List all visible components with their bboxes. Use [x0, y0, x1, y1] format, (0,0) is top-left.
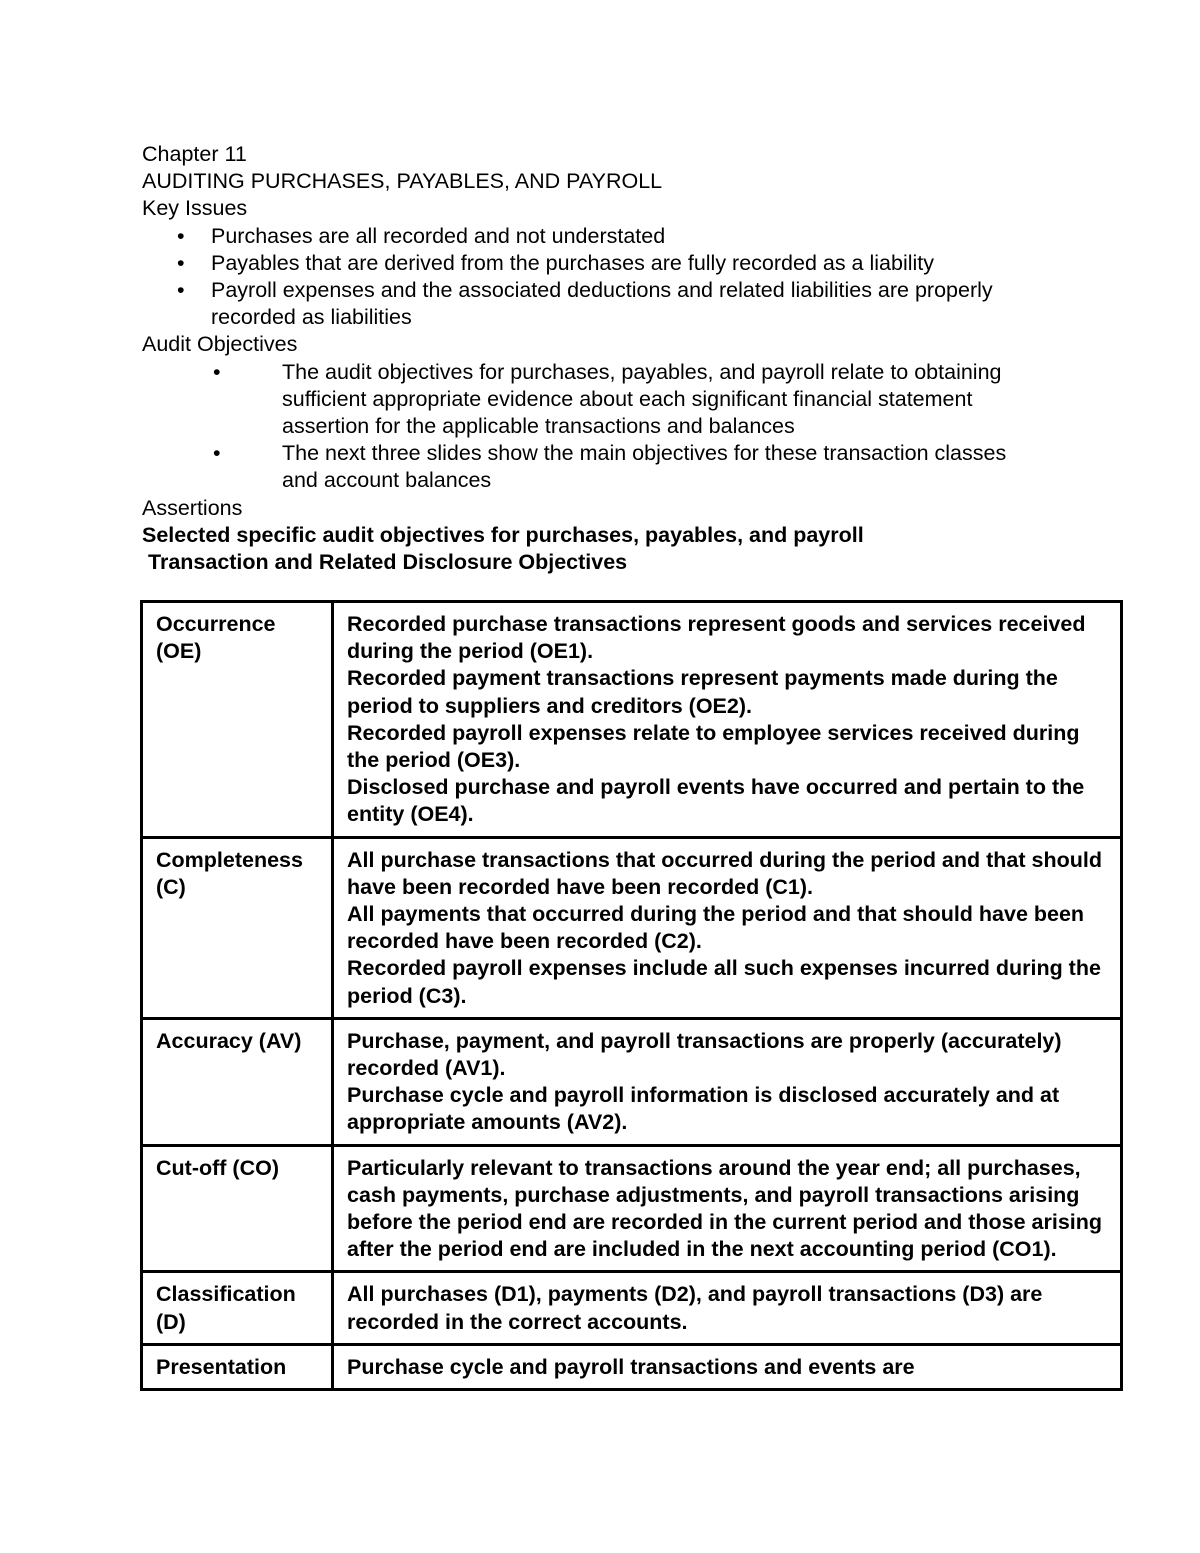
- list-item: [142, 440, 1012, 494]
- assertion-term: Occurrence (OE): [142, 602, 333, 838]
- chapter-label: Chapter 11: [142, 142, 247, 166]
- table-title: Transaction and Related Disclosure Objectives: [148, 550, 628, 575]
- objective-line: Purchase cycle and payroll transactions and events are: [347, 1354, 915, 1379]
- key-issues-list: [142, 223, 1122, 332]
- assertion-term: Cut-off (CO): [142, 1145, 333, 1272]
- assertion-term: Accuracy (AV): [142, 1018, 333, 1145]
- table-row: [142, 1018, 1122, 1145]
- objective-line: All purchase transactions that occurred during the period and that should have been recorded have been recorded (C1).: [347, 847, 1102, 899]
- assertion-description: [333, 1344, 1122, 1389]
- table-row: [142, 1145, 1122, 1272]
- document-body: [142, 141, 1122, 576]
- assertions-heading: Assertions: [142, 495, 243, 520]
- list-item-text: Payables that are derived from the purchases are fully recorded as a liability: [211, 250, 935, 275]
- objective-line: Recorded payroll expenses include all such expenses incurred during the period (C3).: [347, 956, 1101, 1008]
- bullet-icon: •: [213, 441, 221, 466]
- objective-line: All payments that occurred during the period and that should have been recorded have been recorded (C2).: [347, 902, 1085, 954]
- bullet-icon: •: [177, 223, 185, 248]
- table-row: [142, 837, 1122, 1018]
- assertion-term: Completeness (C): [142, 837, 333, 1018]
- chapter-title: AUDITING PURCHASES, PAYABLES, AND PAYROLL: [142, 169, 663, 194]
- assertions-subheading: Selected specific audit objectives for purchases, payables, and payroll: [142, 522, 864, 547]
- assertion-description: [333, 602, 1122, 838]
- list-item-text: The audit objectives for purchases, payables, and payroll relate to obtaining sufficient appropriate evidence about each significant financial statement assertion for the applicable transactions and balances: [282, 359, 1002, 439]
- list-item-text: The next three slides show the main objectives for these transaction classes and account balances: [282, 441, 1007, 493]
- table-row: [142, 1272, 1122, 1344]
- list-item-text: Payroll expenses and the associated deductions and related liabilities are properly recorded as liabilities: [211, 278, 993, 330]
- objective-line: Purchase, payment, and payroll transactions are properly (accurately) recorded (AV1).: [347, 1028, 1062, 1081]
- list-item: [142, 359, 1037, 441]
- objective-line: Recorded payment transactions represent payments made during the period to suppliers and creditors (OE2).: [347, 666, 1058, 718]
- key-issues-heading: Key Issues: [142, 196, 248, 221]
- bullet-icon: •: [177, 250, 185, 275]
- objective-line: All purchases (D1), payments (D2), and payroll transactions (D3) are recorded in the correct accounts.: [347, 1282, 1043, 1334]
- assertion-term: Classification (D): [142, 1272, 333, 1344]
- objective-line: Purchase cycle and payroll information is disclosed accurately and at appropriate amounts (AV2).: [347, 1083, 1060, 1135]
- audit-objectives-list: [142, 359, 1122, 495]
- bullet-icon: •: [177, 278, 185, 303]
- assertion-description: [333, 1145, 1122, 1272]
- objectives-table: [140, 600, 1123, 1391]
- objective-line: Recorded payroll expenses relate to employee services received during the period (OE3).: [347, 720, 1080, 773]
- list-item-text: Purchases are all recorded and not understated: [211, 223, 666, 248]
- assertion-description: [333, 1018, 1122, 1145]
- list-item: [142, 223, 1122, 250]
- assertion-description: [333, 837, 1122, 1018]
- list-item: [142, 277, 1031, 331]
- bullet-icon: •: [213, 359, 221, 384]
- table-row: [142, 602, 1122, 838]
- objective-line: Recorded purchase transactions represent goods and services received during the period (OE1).: [347, 612, 1086, 664]
- objective-line: Disclosed purchase and payroll events have occurred and pertain to the entity (OE4).: [347, 775, 1085, 827]
- assertion-term: Presentation: [142, 1344, 333, 1389]
- assertion-description: [333, 1272, 1122, 1344]
- list-item: [142, 250, 1122, 277]
- objective-line: Particularly relevant to transactions around the year end; all purchases, cash payments, purchase adjustments, and payroll transactions arising before the period end are recorded in the current period and those arising after the period end are included in the next accounting period (CO1).: [347, 1155, 1103, 1262]
- table-row: [142, 1344, 1122, 1389]
- audit-objectives-heading: Audit Objectives: [142, 332, 298, 357]
